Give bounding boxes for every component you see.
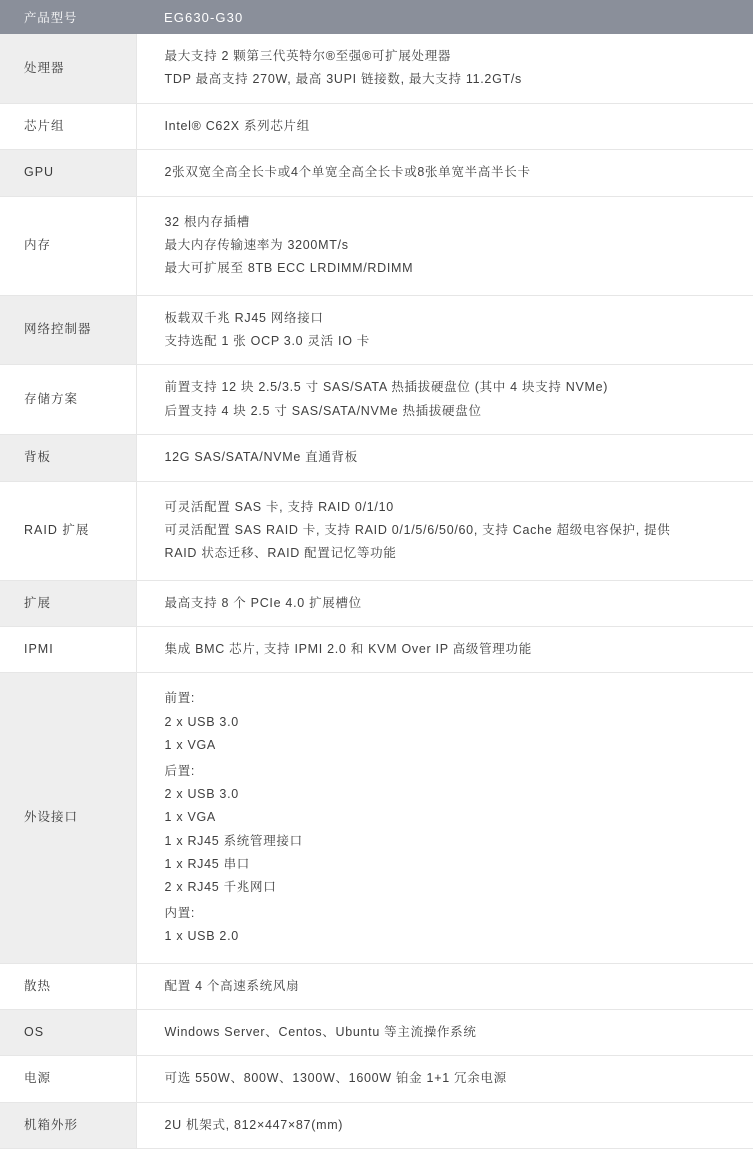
- spec-value-line: 1 x VGA: [164, 810, 216, 825]
- spec-value-lines: [165, 594, 734, 613]
- table-row: [0, 150, 753, 196]
- spec-value-lines: [165, 213, 734, 279]
- spec-value-line: 可选 550W、800W、1300W、1600W 铂金 1+1 冗余电源: [164, 1071, 507, 1086]
- table-row: [0, 295, 753, 365]
- spec-value-cell: [136, 673, 753, 963]
- spec-value-lines: [165, 163, 734, 182]
- spec-value-cell: [136, 580, 753, 626]
- spec-value-line: 最大支持 2 颗第三代英特尔®至强®可扩展处理器: [164, 49, 452, 63]
- spec-label-cell: OS: [0, 1009, 136, 1055]
- spec-value-line: 支持选配 1 张 OCP 3.0 灵活 IO 卡: [164, 334, 370, 348]
- table-header-row: [0, 0, 753, 34]
- spec-value-line: 1 x USB 2.0: [164, 929, 239, 944]
- spec-value-line: Intel® C62X 系列芯片组: [164, 118, 310, 133]
- spec-value-cell: [136, 435, 753, 481]
- spec-value-lines: [165, 1069, 734, 1088]
- table-body: [0, 34, 753, 1149]
- spec-value-lines: [165, 498, 734, 564]
- table-row: [0, 580, 753, 626]
- table-row: [0, 435, 753, 481]
- spec-value-line: 1 x RJ45 串口: [164, 857, 251, 871]
- spec-label-cell: RAID 扩展: [0, 481, 136, 580]
- table-row: [0, 196, 753, 295]
- spec-value-cell: [136, 34, 753, 103]
- spec-value-line: 后置:: [164, 763, 196, 778]
- table-row: [0, 963, 753, 1009]
- spec-value-lines: [165, 1116, 734, 1135]
- spec-value-cell: [136, 1102, 753, 1148]
- spec-label-cell: GPU: [0, 150, 136, 196]
- spec-value-lines: [165, 689, 734, 946]
- spec-value-line: 2 x USB 3.0: [164, 714, 239, 729]
- spec-label-cell: 芯片组: [0, 103, 136, 149]
- spec-value-cell: [136, 963, 753, 1009]
- spec-value-line: 12G SAS/SATA/NVMe 直通背板: [164, 450, 358, 465]
- spec-value-lines: [165, 640, 734, 659]
- spec-value-lines: [165, 378, 734, 421]
- table-row: [0, 627, 753, 673]
- spec-label-cell: IPMI: [0, 627, 136, 673]
- spec-label-cell: 内存: [0, 196, 136, 295]
- table-row: [0, 1056, 753, 1102]
- spec-value-lines: [165, 47, 734, 90]
- spec-value-lines: [165, 1023, 734, 1042]
- spec-label-cell: 存储方案: [0, 365, 136, 435]
- spec-value-line: Windows Server、Centos、Ubuntu 等主流操作系统: [164, 1024, 477, 1039]
- spec-label-cell: 扩展: [0, 580, 136, 626]
- spec-value-lines: [165, 117, 734, 136]
- spec-value-line: 前置支持 12 块 2.5/3.5 寸 SAS/SATA 热插拔硬盘位 (其中 4 块支持 NVMe): [164, 380, 609, 395]
- spec-value-line: 板载双千兆 RJ45 网络接口: [164, 310, 324, 325]
- spec-value-cell: [136, 196, 753, 295]
- spec-value-line: 最大内存传输速率为 3200MT/s: [164, 237, 349, 252]
- table-row: [0, 481, 753, 580]
- spec-label-cell: 外设接口: [0, 673, 136, 963]
- spec-value-cell: [136, 481, 753, 580]
- table-row: [0, 1009, 753, 1055]
- spec-value-line: 2张双宽全高全长卡或4个单宽全高全长卡或8张单宽半高半长卡: [164, 165, 531, 180]
- table-row: [0, 103, 753, 149]
- spec-value-cell: [136, 627, 753, 673]
- spec-value-lines: [165, 309, 734, 352]
- spec-value-cell: [136, 1009, 753, 1055]
- spec-value-line: 1 x VGA: [164, 738, 216, 753]
- spec-value-lines: [165, 448, 734, 467]
- spec-label-cell: 电源: [0, 1056, 136, 1102]
- spec-value-line: 2 x USB 3.0: [164, 786, 239, 801]
- spec-value-lines: [165, 977, 734, 996]
- spec-value-line: 1 x RJ45 系统管理接口: [164, 833, 303, 848]
- spec-value-line: 2U 机架式, 812×447×87(mm): [164, 1117, 344, 1132]
- spec-label-cell: 网络控制器: [0, 295, 136, 365]
- table-row: [0, 34, 753, 103]
- spec-value-cell: [136, 295, 753, 365]
- spec-value-line: 可灵活配置 SAS RAID 卡, 支持 RAID 0/1/5/6/50/60, 支持 Cache 超级电容保护, 提供: [164, 522, 671, 537]
- table-row: [0, 365, 753, 435]
- spec-value-line: 32 根内存插槽: [164, 214, 250, 229]
- spec-value-cell: [136, 150, 753, 196]
- spec-label-cell: 背板: [0, 435, 136, 481]
- spec-value-line: RAID 状态迁移、RAID 配置记忆等功能: [164, 546, 397, 561]
- header-model-cell: EG630-G30: [136, 0, 753, 34]
- spec-label-cell: 机箱外形: [0, 1102, 136, 1148]
- spec-value-line: 最大可扩展至 8TB ECC LRDIMM/RDIMM: [164, 261, 414, 276]
- spec-label-cell: 处理器: [0, 34, 136, 103]
- spec-value-line: TDP 最高支持 270W, 最高 3UPI 链接数, 最大支持 11.2GT/s: [164, 72, 522, 87]
- table-row: [0, 673, 753, 963]
- spec-value-cell: [136, 365, 753, 435]
- spec-label-cell: 散热: [0, 963, 136, 1009]
- spec-value-line: 可灵活配置 SAS 卡, 支持 RAID 0/1/10: [164, 499, 394, 514]
- spec-value-cell: [136, 103, 753, 149]
- spec-value-line: 后置支持 4 块 2.5 寸 SAS/SATA/NVMe 热插拔硬盘位: [164, 403, 482, 418]
- spec-value-line: 2 x RJ45 千兆网口: [164, 880, 277, 895]
- table-row: [0, 1102, 753, 1148]
- spec-value-cell: [136, 1056, 753, 1102]
- header-label-cell: 产品型号: [0, 0, 136, 34]
- spec-value-line: 前置:: [164, 691, 196, 706]
- spec-value-line: 最高支持 8 个 PCIe 4.0 扩展槽位: [164, 595, 362, 610]
- spec-value-line: 内置:: [164, 905, 196, 920]
- spec-value-line: 集成 BMC 芯片, 支持 IPMI 2.0 和 KVM Over IP 高级管理功能: [164, 642, 532, 656]
- spec-value-line: 配置 4 个高速系统风扇: [164, 978, 300, 993]
